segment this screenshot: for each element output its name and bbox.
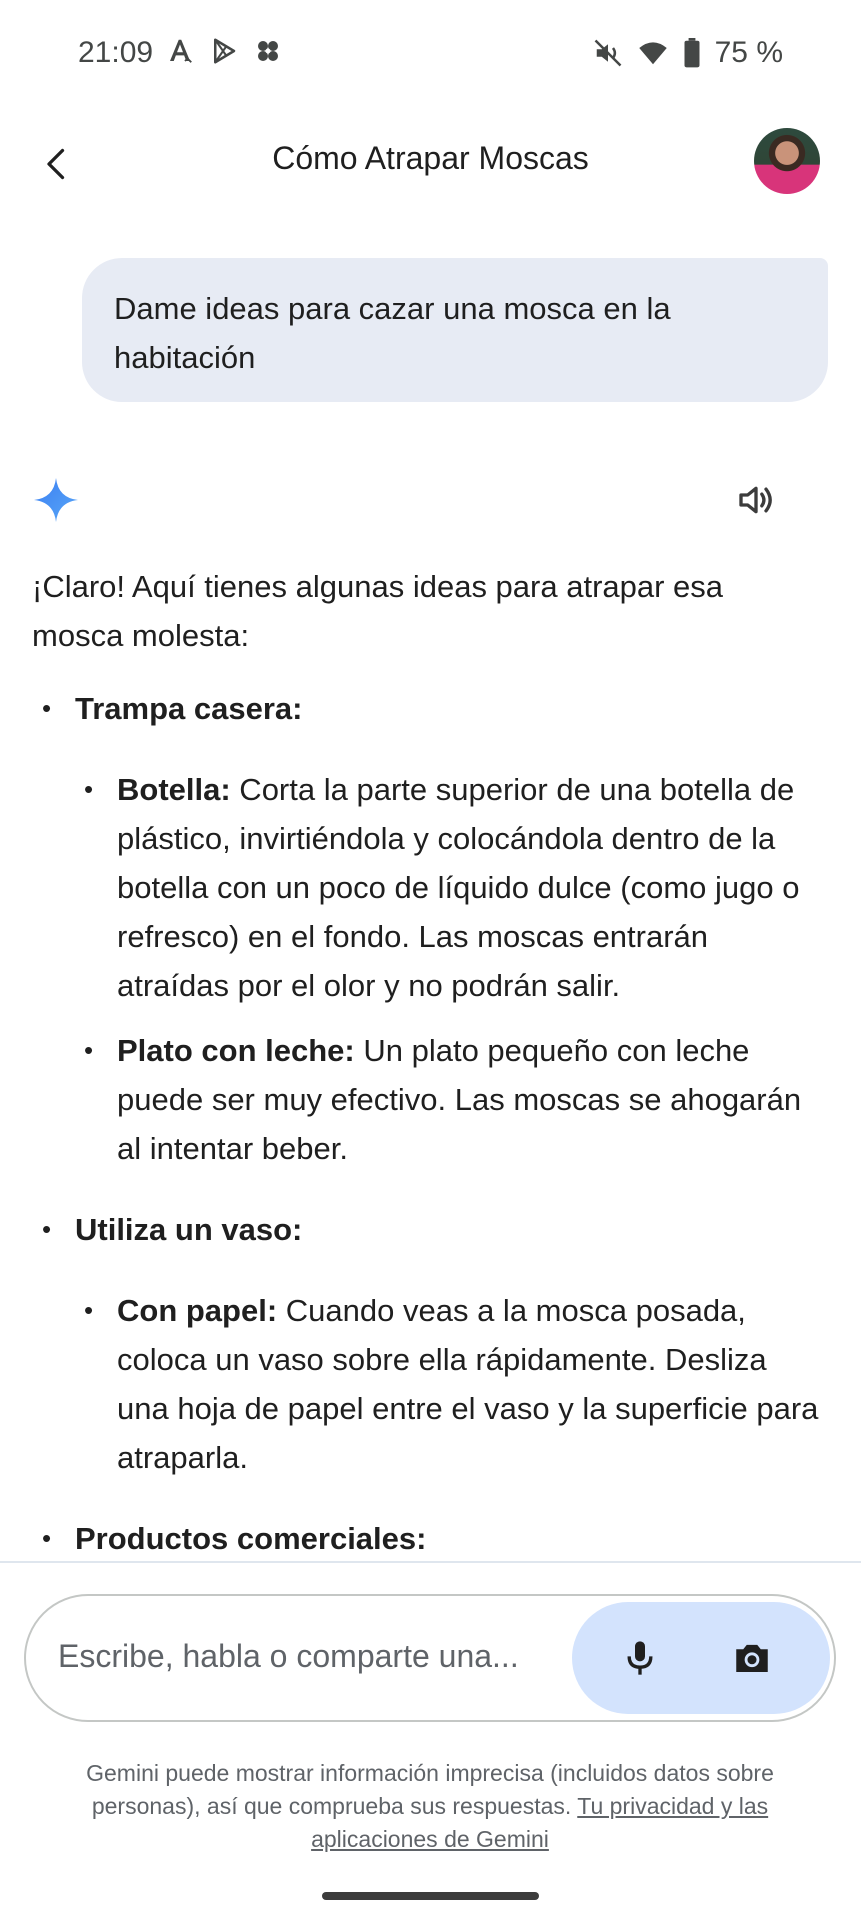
read-aloud-button[interactable] [728, 472, 784, 528]
speaker-icon [736, 480, 776, 520]
bullet: • [42, 693, 52, 723]
play-store-icon [209, 36, 239, 66]
response-intro: ¡Claro! Aquí tienes algunas ideas para atrapar esa mosca molesta: [32, 569, 724, 653]
conversation-title: Cómo Atrapar Moscas [272, 140, 589, 176]
privacy-link[interactable]: Tu privacidad y las aplicaciones de Gemini [311, 1793, 769, 1852]
bullet: • [42, 1523, 52, 1553]
item-label: Con papel: [117, 1293, 278, 1328]
section-title: Trampa casera: [75, 691, 303, 726]
item-text: Cuando veas a la mosca posada, coloca un vaso sobre ella rápidamente. Desliza una hoja de papel entre el vaso y la superficie para atraparla. [117, 1293, 819, 1475]
bullet: • [84, 1035, 94, 1065]
app-bar [0, 104, 861, 214]
status-time: 21:09 [78, 36, 154, 69]
bullet: • [84, 774, 94, 804]
camera-button[interactable] [724, 1630, 780, 1686]
bullet: • [84, 1295, 94, 1325]
gemini-spark-icon [34, 478, 78, 522]
item-text: Un plato pequeño con leche puede ser muy efectivo. Las moscas se ahogarán al intentar beber. [117, 1033, 802, 1166]
camera-icon [731, 1637, 773, 1679]
prompt-input[interactable] [24, 1594, 836, 1722]
battery-percent: 75 % [714, 36, 783, 69]
bullet: • [42, 1214, 52, 1244]
response-section [32, 1514, 822, 1563]
response-item [32, 1026, 822, 1173]
response-section [32, 1205, 822, 1254]
prompt-placeholder[interactable]: Escribe, habla o comparte una... [58, 1638, 519, 1674]
status-notification-icons [165, 36, 283, 66]
wifi-icon [637, 38, 669, 68]
user-message: Dame ideas para cazar una mosca en la habitación [82, 258, 828, 402]
response-item [32, 1286, 822, 1482]
response-section [32, 684, 822, 733]
battery-icon [683, 38, 701, 68]
status-bar [0, 0, 861, 104]
pinwheel-icon [253, 36, 283, 66]
microphone-icon [620, 1638, 660, 1678]
account-avatar[interactable] [754, 128, 820, 194]
microphone-button[interactable] [612, 1630, 668, 1686]
section-title: Utiliza un vaso: [75, 1212, 303, 1247]
status-system-icons [593, 36, 783, 70]
mute-icon [593, 38, 623, 68]
item-label: Plato con leche: [117, 1033, 355, 1068]
response-item [32, 765, 822, 1010]
home-indicator[interactable] [322, 1892, 539, 1900]
input-actions [572, 1602, 830, 1714]
disclaimer [30, 1757, 830, 1856]
disclaimer-text: Gemini puede mostrar información imprecisa (incluidos datos sobre personas), así que comprueba sus respuestas. [86, 1760, 774, 1819]
gemini-response [32, 562, 822, 1595]
item-label: Botella: [117, 772, 231, 807]
item-text: Corta la parte superior de una botella de plástico, invirtiéndola y colocándola dentro de la botella con un poco de líquido dulce (como jugo o refresco) en el fondo. Las moscas entrarán atraídas por el olor y no podrán salir. [117, 772, 800, 1003]
section-title: Productos comerciales: [75, 1521, 427, 1556]
autofill-icon [165, 36, 195, 66]
divider [0, 1561, 861, 1563]
